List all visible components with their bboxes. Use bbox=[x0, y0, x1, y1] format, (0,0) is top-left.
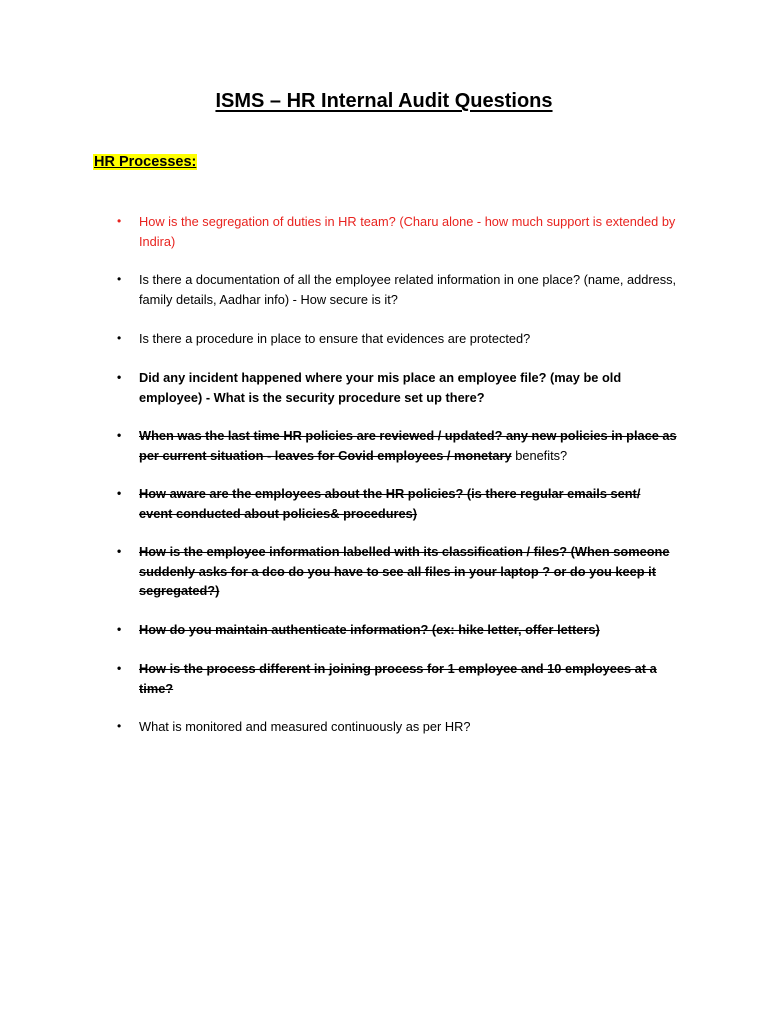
list-item bbox=[117, 212, 677, 251]
list-item bbox=[117, 620, 677, 640]
question-text-plain: benefits? bbox=[511, 447, 568, 463]
section-heading-label: HR Processes: bbox=[94, 154, 197, 170]
question-text: Is there a documentation of all the employee related information in one place? (name, address, family details, Aadhar info) - How secure is it? bbox=[139, 272, 677, 307]
bullet-icon: • bbox=[117, 331, 122, 345]
bullet-icon: • bbox=[117, 272, 122, 286]
list-item bbox=[117, 542, 677, 601]
list-item bbox=[117, 329, 677, 349]
bullet-icon: • bbox=[117, 370, 122, 384]
question-text bbox=[139, 426, 677, 465]
list-item bbox=[117, 484, 677, 523]
document-title: ISMS – HR Internal Audit Questions bbox=[215, 90, 553, 112]
bullet-icon: • bbox=[117, 544, 122, 558]
question-text: Is there a procedure in place to ensure that evidences are protected? bbox=[139, 331, 531, 346]
question-text: How is the employee information labelled with its classification / files? (When someone suddenly asks for a dco do you have to see all files in your laptop ? or do you keep it segregated?) bbox=[139, 544, 670, 598]
question-text: How is the segregation of duties in HR team? (Charu alone - how much support is extended by Indira) bbox=[139, 214, 676, 249]
section-heading bbox=[93, 154, 197, 170]
bullet-icon: • bbox=[117, 719, 122, 733]
question-text: Did any incident happened where your mis place an employee file? (may be old employee) - What is the security procedure set up there? bbox=[139, 370, 622, 405]
bullet-icon: • bbox=[117, 622, 122, 636]
list-item bbox=[117, 717, 677, 737]
bullet-icon: • bbox=[117, 428, 122, 442]
question-text: How is the process different in joining process for 1 employee and 10 employees at a time? bbox=[139, 661, 657, 696]
bullet-icon: • bbox=[117, 486, 122, 500]
question-text-struck: When was the last time HR policies are reviewed / updated? any new policies in place as per current situation - leaves for Covid employees / monetary bbox=[139, 428, 677, 463]
question-text: What is monitored and measured continuously as per HR? bbox=[139, 719, 471, 734]
bullet-icon: • bbox=[117, 214, 122, 228]
question-text: How aware are the employees about the HR policies? (is there regular emails sent/ event conducted about policies& procedures) bbox=[139, 486, 641, 521]
list-item bbox=[117, 368, 677, 407]
list-item bbox=[117, 426, 677, 465]
bullet-icon: • bbox=[117, 661, 122, 675]
list-item bbox=[117, 270, 677, 309]
question-text: How do you maintain authenticate information? (ex: hike letter, offer letters) bbox=[139, 622, 600, 637]
list-item bbox=[117, 659, 677, 698]
